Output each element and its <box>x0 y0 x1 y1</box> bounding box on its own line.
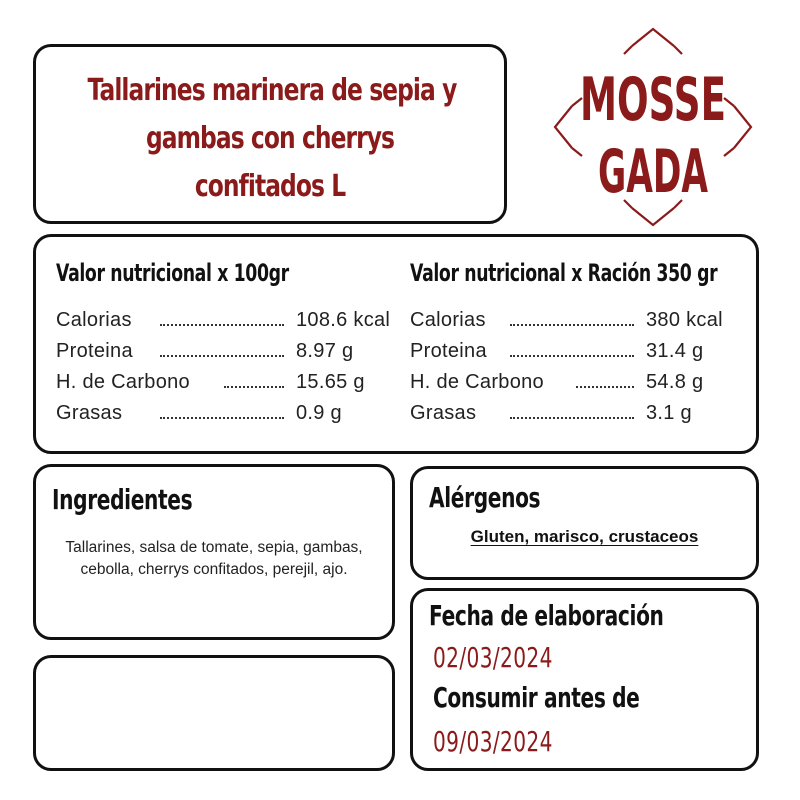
expiry-date: 09/03/2024 <box>433 725 553 758</box>
nutrition-label: Proteina <box>410 340 487 362</box>
nutrition-row <box>410 371 750 401</box>
product-title-line-2: gambas con cherrys <box>145 121 395 156</box>
nutrition-per100-heading: Valor nutricional x 100gr <box>56 259 289 287</box>
elaboration-date: 02/03/2024 <box>433 641 553 674</box>
nutrition-row <box>410 309 750 339</box>
allergens-text: Gluten, marisco, crustaceos <box>470 527 699 546</box>
nutrition-value: 0.9 g <box>296 402 342 424</box>
dot-leader <box>510 417 634 419</box>
product-title <box>87 67 457 211</box>
product-title-line-3: confitados L <box>194 169 346 204</box>
nutrition-row <box>56 402 406 432</box>
elaboration-date-label: Fecha de elaboración <box>429 599 664 632</box>
nutrition-label: H. de Carbono <box>56 371 190 393</box>
product-title-box <box>33 44 507 224</box>
nutrition-value: 380 kcal <box>646 309 723 331</box>
dot-leader <box>224 386 284 388</box>
nutrition-value: 31.4 g <box>646 340 704 362</box>
nutrition-row <box>56 371 406 401</box>
nutrition-label: Grasas <box>410 402 477 424</box>
nutrition-label: Proteina <box>56 340 133 362</box>
nutrition-row <box>56 309 406 339</box>
dot-leader <box>160 417 284 419</box>
dot-leader <box>576 386 634 388</box>
nutrition-value: 108.6 kcal <box>296 309 391 331</box>
nutrition-label: Calorias <box>56 309 132 331</box>
ingredients-text: Tallarines, salsa de tomate, sepia, gambas, cebolla, cherrys confitados, perejil, ajo. <box>65 539 363 578</box>
nutrition-row <box>410 340 750 370</box>
nutrition-value: 3.1 g <box>646 402 692 424</box>
mossegada-logo <box>552 26 754 228</box>
nutrition-value: 54.8 g <box>646 371 704 393</box>
nutrition-label: H. de Carbono <box>410 371 544 393</box>
dot-leader <box>510 355 634 357</box>
nutrition-label: Calorias <box>410 309 486 331</box>
nutrition-value: 15.65 g <box>296 371 365 393</box>
dot-leader <box>160 355 284 357</box>
ingredients-heading: Ingredientes <box>52 483 193 516</box>
ingredients-box <box>33 464 395 640</box>
product-title-line-1: Tallarines marinera de sepia y <box>87 73 457 108</box>
expiry-date-label: Consumir antes de <box>433 681 640 714</box>
dot-leader <box>510 324 634 326</box>
logo-text-line-1: MOSSE <box>580 65 726 135</box>
empty-box <box>33 655 395 771</box>
logo-text-line-2: GADA <box>598 137 709 207</box>
nutrition-row <box>56 340 406 370</box>
nutrition-serving-heading: Valor nutricional x Ración 350 gr <box>410 259 718 287</box>
nutrition-box <box>33 234 759 454</box>
nutrition-row <box>410 402 750 432</box>
dates-box <box>410 588 759 771</box>
allergens-box <box>410 466 759 580</box>
nutrition-value: 8.97 g <box>296 340 354 362</box>
allergens-heading: Alérgenos <box>429 481 541 514</box>
dot-leader <box>160 324 284 326</box>
nutrition-label: Grasas <box>56 402 123 424</box>
